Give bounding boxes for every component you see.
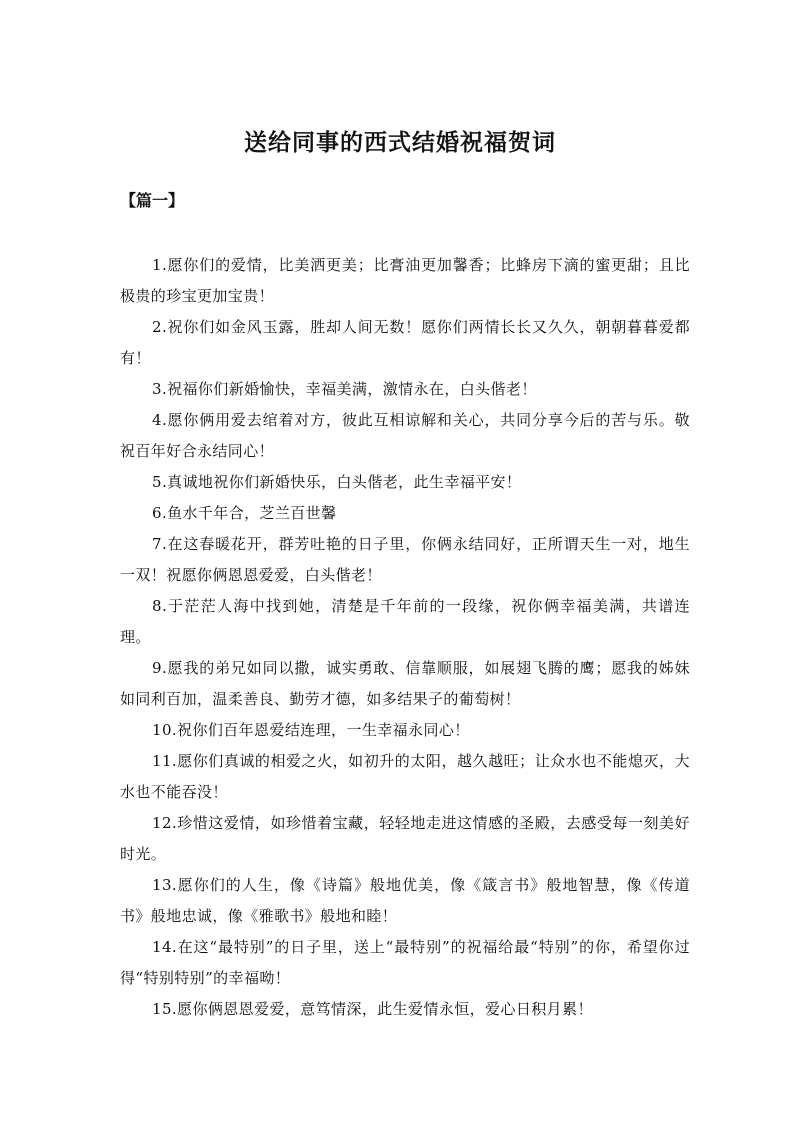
- blessing-item-7: 7.在这春暖花开，群芳吐艳的日子里，你俩永结同好，正所谓天生一对，地生一双！祝愿你俩恩恩爱爱，白头偕老！: [120, 535, 690, 584]
- blessing-item-11: 11.愿你们真诚的相爱之火，如初升的太阳，越久越旺；让众水也不能熄灭，大水也不能吞没！: [120, 752, 690, 801]
- blessing-item-4: 4.愿你俩用爱去绾着对方，彼此互相谅解和关心，共同分享今后的苦与乐。敬祝百年好合永结同心！: [120, 411, 690, 460]
- blessing-item-5: 5.真诚地祝你们新婚快乐，白头偕老，此生幸福平安！: [152, 473, 522, 491]
- blessing-item-3: 3.祝福你们新婚愉快，幸福美满，激情永在，白头偕老！: [152, 380, 537, 398]
- section-label: 【篇一】: [120, 191, 185, 210]
- blessing-item-2: 2.祝你们如金风玉露，胜却人间无数！愿你们两情长长又久久，朝朝暮暮爱都有！: [120, 318, 690, 367]
- blessing-item-1: 1.愿你们的爱情，比美洒更美；比膏油更加馨香；比蜂房下滴的蜜更甜；且比极贵的珍宝更加宝贵！: [120, 256, 690, 305]
- blessing-item-12: 12.珍惜这爱情，如珍惜着宝藏，轻轻地走进这情感的圣殿，去感受每一刻美好时光。: [120, 814, 690, 863]
- blessing-item-8: 8.于茫茫人海中找到她，清楚是千年前的一段缘，祝你俩幸福美满，共谱连理。: [120, 597, 690, 646]
- blessing-item-9: 9.愿我的弟兄如同以撒，诚实勇敢、信靠顺服，如展翅飞腾的鹰；愿我的姊妹如同利百加，温柔善良、勤劳才德，如多结果子的葡萄树！: [120, 659, 690, 708]
- blessing-item-14: 14.在这“最特别”的日子里，送上“最特别”的祝福给最“特别”的你，希望你过得“特别特别”的幸福呦！: [120, 938, 690, 987]
- blessing-list: [120, 250, 690, 1025]
- blessing-item-13: 13.愿你们的人生，像《诗篇》般地优美，像《箴言书》般地智慧，像《传道书》般地忠诚，像《雅歌书》般地和睦！: [120, 876, 690, 925]
- document-title: 送给同事的西式结婚祝福贺词: [244, 129, 556, 156]
- blessing-item-10: 10.祝你们百年恩爱结连理，一生幸福永同心！: [152, 721, 470, 739]
- blessing-item-6: 6.鱼水千年合，芝兰百世馨: [152, 504, 337, 522]
- blessing-item-15: 15.愿你俩恩恩爱爱，意笃情深，此生爱情永恒，爱心日积月累！: [152, 1000, 593, 1018]
